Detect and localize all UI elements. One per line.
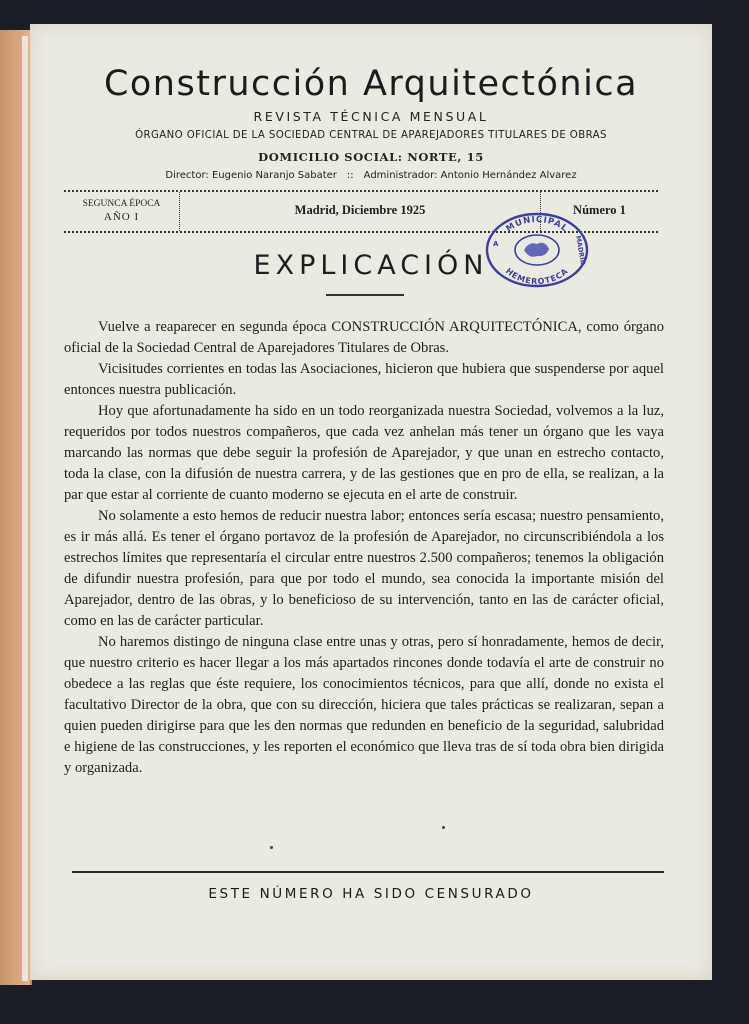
coat-of-arms-icon (524, 243, 549, 257)
masthead-staff-line (30, 170, 712, 181)
masthead-organ-line: ÓRGANO OFICIAL DE LA SOCIEDAD CENTRAL DE APAREJADORES TITULARES DE OBRAS (135, 130, 607, 141)
article-paragraph: Vicisitudes corrientes en todas las Asociaciones, hicieron que hubiera que suspenderse por aquel entonces nuestra publicación. (64, 361, 664, 398)
page-edge (22, 36, 28, 981)
article-paragraph: No haremos distingo de ninguna clase entre unas y otras, pero sí honradamente, hemos de decir, que nuestro criterio es hacer llegar a los más apartados rincones donde todavía el arte de construir no obedece a las reglas que éste requiere, los conocimientos técnicos, para que allí, donde no exista el facultativo Director de la obra, que con su dirección, hiciera que tales prácticas se realizaran, sepan a quien pueden dirigirse para que les den normas que redunden en beneficio de la seguridad, salubridad e higiene de las construcciones, y les reporten el económico que lleva tras de sí toda obra bien dirigida y organizada. (64, 634, 664, 776)
article-headline: EXPLICACIÓN (253, 250, 489, 281)
article-body (64, 317, 664, 779)
issue-number: Número 1 (540, 192, 658, 231)
administrator-credit: Administrador: Antonio Hernández Alvarez (363, 170, 577, 181)
censorship-notice: ESTE NÚMERO HA SIDO CENSURADO (208, 886, 534, 902)
masthead-domicilio: DOMICILIO SOCIAL: NORTE, 15 (258, 150, 484, 164)
place-date: Madrid, Diciembre 1925 (294, 203, 426, 217)
stamp-left-text: A (493, 240, 499, 248)
article-paragraph: Hoy que afortunadamente ha sido en un todo reorganizada nuestra Sociedad, volvemos a la luz, requeridos por todos nuestros compañeros, que cada vez anhelan más tener un órgano que les vaya marcando las normas que debe seguir la profesión de Aparejador, y que unan en estrecho contacto, toda la clase, con la difusión de nuestra carrera, y de las gestiones que en pro de ella, se realizan, a la par que estar al corriente de cuanto moderno se ejecuta en el arte de construir. (64, 403, 664, 503)
footer-rule (72, 871, 664, 873)
journal-page (30, 24, 712, 980)
staff-separator: :: (346, 170, 354, 181)
hemeroteca-stamp (484, 210, 590, 288)
year-label: AÑO I (103, 211, 140, 223)
stamp-bottom-text: HEMEROTECA (503, 266, 571, 287)
director-credit: Director: Eugenio Naranjo Sabater (165, 170, 337, 181)
masthead-title: Construcción Arquitectónica (103, 64, 639, 104)
print-speck (442, 826, 445, 829)
stamp-right-text: MADRID (574, 234, 588, 266)
issue-series-box (64, 192, 180, 231)
headline-underline (326, 294, 404, 296)
article-paragraph: No solamente a esto hemos de reducir nuestra labor; entonces sería escasa; nuestro pensamiento, es ir más allá. Es tener el órgano portavoz de la profesión de Aparejador, no circunscribiéndola a los estrechos límites que representaría el circular entre nuestros 2.500 compañeros; tenemos la obligación de difundir nuestra profesión, para que por todo el mundo, sea conocida la importante misión del Aparejador, dentro de las obras, y lo beneficioso de su intervención, tanto en las de carácter oficial, como en las de carácter particular. (64, 508, 664, 629)
print-speck (270, 846, 273, 849)
stamp-top-text: MUNICIPAL (504, 214, 570, 235)
article-paragraph: Vuelve a reaparecer en segunda época CONSTRUCCIÓN ARQUITECTÓNICA, como órgano oficial de la Sociedad Central de Aparejadores Titulares de Obras. (64, 319, 664, 356)
epoca-label: SEGUNCA ÉPOCA (82, 199, 161, 209)
masthead-subtitle: REVISTA TÉCNICA MENSUAL (253, 109, 489, 124)
